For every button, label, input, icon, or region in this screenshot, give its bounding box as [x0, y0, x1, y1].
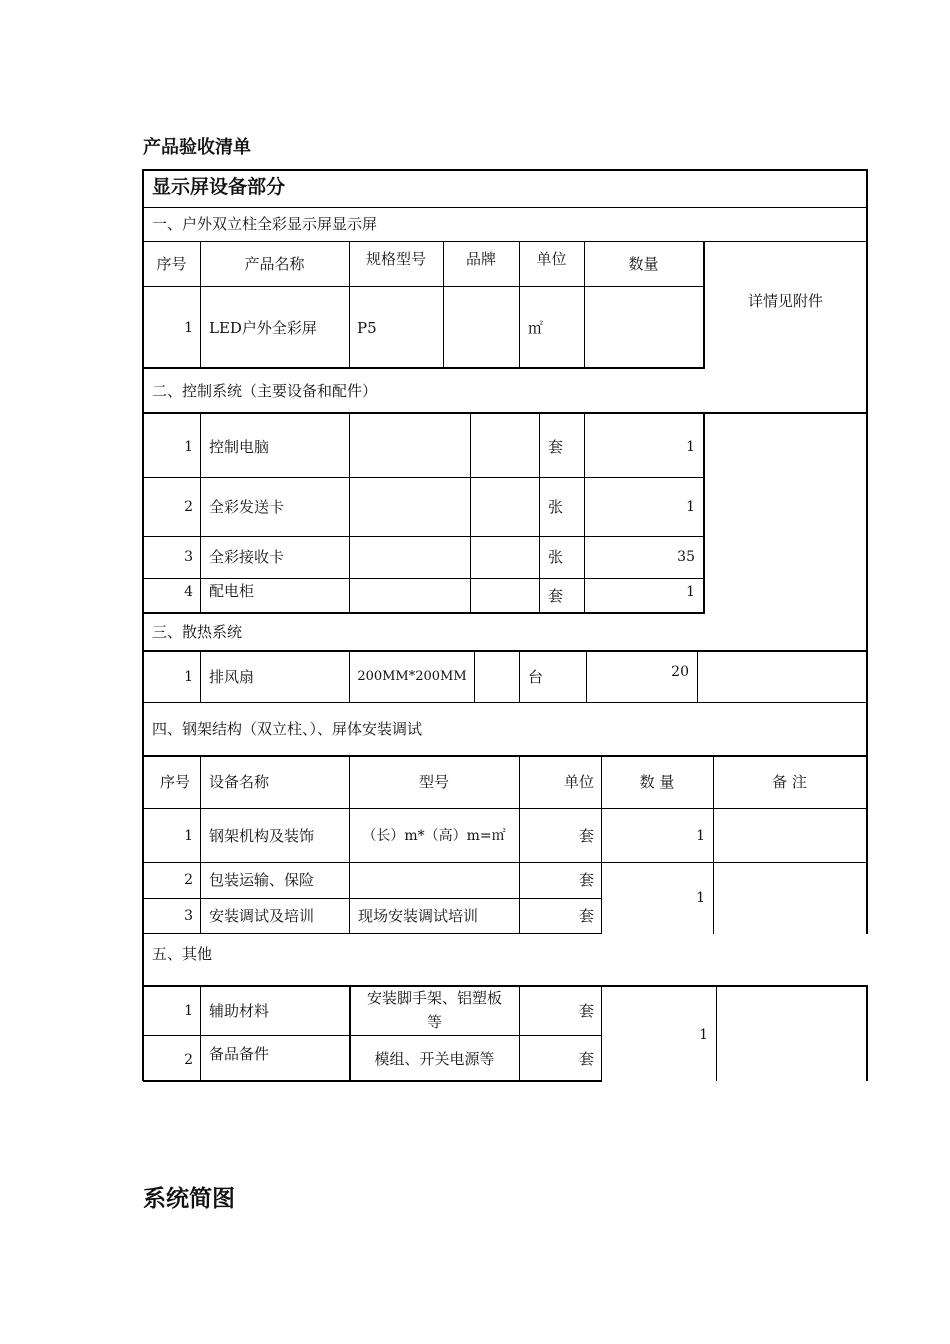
row-unit: 套 — [578, 827, 594, 845]
merged-qty: 1 — [696, 890, 705, 906]
section-heading: 四、钢架结构（双立柱、）、屏体安装调试 — [152, 720, 423, 738]
row-spec: P5 — [357, 319, 377, 337]
table-border-right-lower — [866, 985, 868, 1081]
row-name: 控制电脑 — [209, 438, 270, 456]
rule — [539, 412, 540, 613]
header-remarks: 备 注 — [772, 773, 807, 791]
header-qty: 数 量 — [639, 773, 675, 791]
header-product-name: 产品名称 — [244, 255, 305, 273]
header-qty: 数量 — [628, 255, 659, 273]
row-no: 2 — [184, 872, 193, 888]
rule — [143, 808, 867, 809]
rule — [143, 578, 704, 579]
row-qty: 20 — [671, 664, 689, 680]
row-no: 1 — [184, 320, 193, 336]
row-no: 3 — [184, 549, 193, 565]
rule — [143, 755, 867, 757]
row-model-line2: 等 — [426, 1013, 442, 1031]
rule — [143, 1035, 601, 1036]
table-title: 显示屏设备部分 — [152, 176, 286, 198]
row-qty: 1 — [686, 499, 695, 515]
rule — [143, 898, 601, 899]
row-unit: 套 — [578, 1002, 594, 1020]
rule — [519, 650, 520, 703]
row-no: 2 — [184, 1052, 193, 1068]
row-name: 全彩接收卡 — [209, 548, 285, 566]
row-name: 备品备件 — [209, 1045, 270, 1063]
row-name: 安装调试及培训 — [209, 907, 315, 925]
header-model: 型号 — [418, 773, 449, 791]
row-qty: 1 — [686, 439, 695, 455]
row-unit: 张 — [548, 498, 564, 516]
row-no: 1 — [184, 439, 193, 455]
rule — [143, 477, 704, 478]
table-border-right — [866, 169, 868, 934]
row-unit: 台 — [528, 668, 544, 686]
section-title: 系统简图 — [143, 1186, 235, 1212]
row-model: 现场安装调试培训 — [358, 907, 479, 925]
section-heading: 五、其他 — [152, 945, 213, 963]
section-heading: 一、户外双立柱全彩显示屏显示屏 — [152, 215, 378, 233]
rule — [470, 412, 471, 613]
row-no: 4 — [184, 584, 193, 600]
row-unit: ㎡ — [528, 319, 544, 337]
rule — [143, 286, 704, 287]
table-border-left — [142, 169, 144, 1081]
header-device-name: 设备名称 — [209, 773, 270, 791]
row-spec: 200MM*200MM — [357, 669, 467, 684]
rule — [143, 1080, 602, 1082]
row-qty: 35 — [677, 549, 695, 565]
row-name: 排风扇 — [209, 668, 255, 686]
row-no: 3 — [184, 908, 193, 924]
rule — [703, 412, 705, 613]
rule — [143, 367, 705, 369]
row-qty: 1 — [686, 584, 695, 600]
row-qty: 1 — [696, 828, 705, 844]
rule — [697, 650, 698, 703]
rule — [143, 412, 867, 414]
row-unit: 套 — [578, 907, 594, 925]
row-name: 包装运输、保险 — [209, 871, 315, 889]
header-unit: 单位 — [563, 773, 594, 791]
row-model: （长）m*（高）m=㎡ — [362, 828, 506, 844]
row-model: 模组、开关电源等 — [374, 1050, 495, 1068]
row-no: 2 — [184, 499, 193, 515]
rule — [143, 612, 705, 614]
header-no: 序号 — [159, 773, 190, 791]
header-unit: 单位 — [536, 250, 567, 268]
row-name: 辅助材料 — [209, 1002, 270, 1020]
row-model-line1: 安装脚手架、铝塑板 — [366, 989, 502, 1007]
row-unit: 套 — [578, 1050, 594, 1068]
document-title: 产品验收清单 — [143, 137, 251, 158]
row-unit: 套 — [578, 871, 594, 889]
rule — [143, 933, 601, 934]
table-border-top — [142, 169, 868, 171]
row-name: 全彩发送卡 — [209, 498, 285, 516]
row-name: 钢架机构及装饰 — [209, 827, 315, 845]
row-unit: 套 — [548, 587, 564, 605]
row-name: LED户外全彩屏 — [209, 319, 317, 337]
note-text: 详情见附件 — [747, 292, 823, 310]
rule — [716, 985, 717, 1081]
header-brand: 品牌 — [465, 250, 496, 268]
row-no: 1 — [184, 1003, 193, 1019]
header-no: 序号 — [156, 255, 187, 273]
rule — [143, 862, 867, 863]
rule — [143, 985, 867, 987]
section-heading: 三、散热系统 — [152, 623, 243, 641]
row-no: 1 — [184, 669, 193, 685]
rule — [143, 241, 867, 242]
rule — [200, 985, 201, 1081]
rule — [200, 650, 201, 703]
rule — [143, 207, 867, 208]
merged-qty: 1 — [699, 1027, 708, 1043]
section-heading: 二、控制系统（主要设备和配件） — [152, 382, 378, 400]
rule — [474, 650, 475, 703]
rule — [143, 702, 867, 703]
row-no: 1 — [184, 828, 193, 844]
row-unit: 套 — [548, 438, 564, 456]
rule — [143, 536, 704, 537]
rule — [200, 412, 201, 613]
row-unit: 张 — [548, 548, 564, 566]
header-spec: 规格型号 — [365, 250, 426, 268]
rule — [143, 650, 867, 652]
rule — [349, 412, 350, 613]
row-name: 配电柜 — [209, 582, 255, 600]
